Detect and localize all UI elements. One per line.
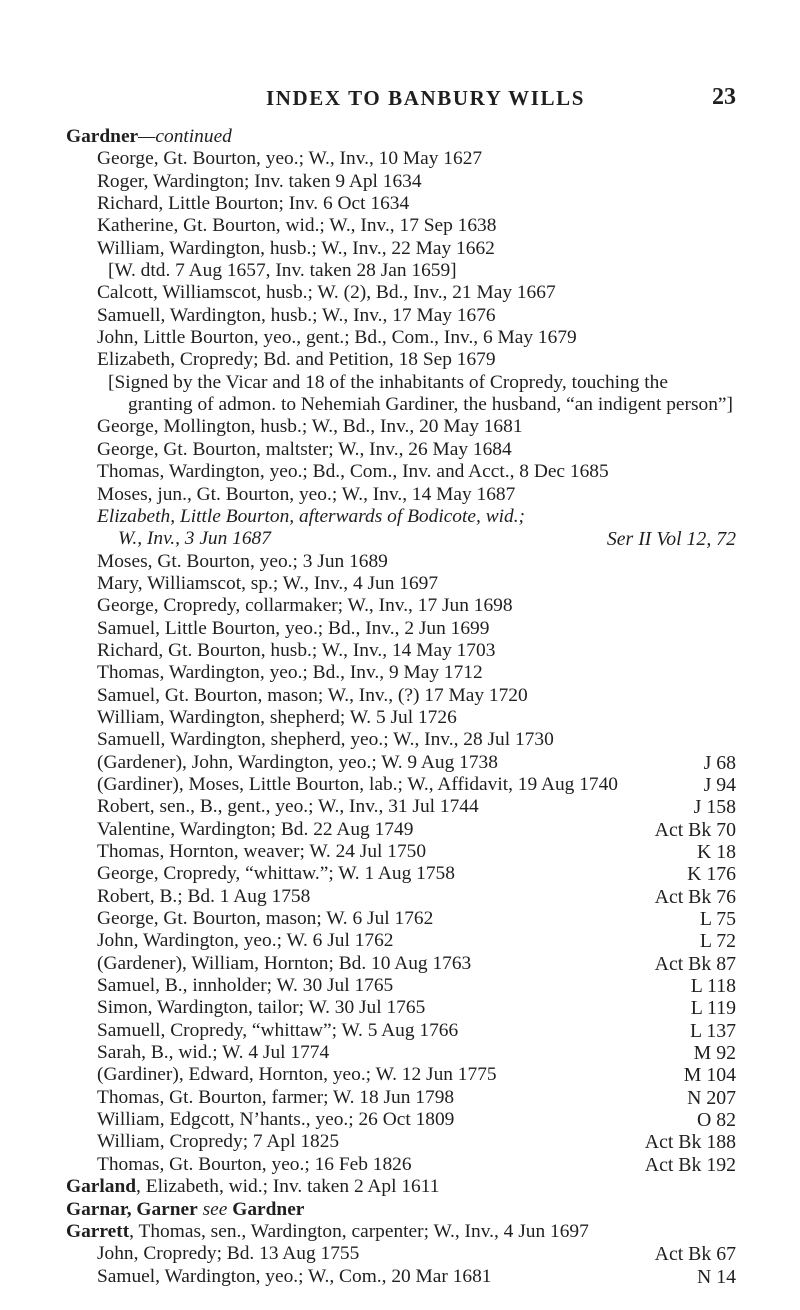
index-entry [0, 752, 800, 774]
entry-reference: Act Bk 87 [654, 952, 736, 975]
entry-text [66, 126, 232, 148]
entry-reference: K 18 [696, 841, 736, 863]
entry-reference: J 94 [703, 773, 736, 796]
index-entry [0, 148, 800, 170]
entry-text: Samuel, B., innholder; W. 30 Jul 1765 [97, 975, 394, 997]
index-entry [0, 819, 800, 841]
entry-text: George, Mollington, husb.; W., Bd., Inv., 20 May 1681 [97, 416, 523, 438]
index-entry [0, 461, 800, 483]
index-entry [0, 953, 800, 975]
entry-text: Thomas, Gt. Bourton, farmer; W. 18 Jun 1798 [97, 1086, 455, 1108]
entry-text: William, Wardington, husb.; W., Inv., 22 May 1662 [97, 237, 495, 259]
entry-text: Moses, Gt. Bourton, yeo.; 3 Jun 1689 [97, 550, 388, 572]
surname-heading: Garland [66, 1176, 137, 1198]
entry-text: [W. dtd. 7 Aug 1657, Inv. taken 28 Jan 1659] [108, 260, 457, 282]
entry-text: John, Wardington, yeo.; W. 6 Jul 1762 [97, 930, 394, 952]
index-entry [0, 640, 800, 662]
entry-text: Samuel, Wardington, yeo.; W., Com., 20 Mar 1681 [97, 1265, 492, 1287]
entry-text [66, 1199, 304, 1221]
index-entry [0, 573, 800, 595]
index-entry [0, 618, 800, 640]
entry-text: Samuell, Wardington, husb.; W., Inv., 17 May 1676 [97, 304, 496, 326]
entry-reference: J 158 [693, 796, 736, 819]
entry-text: Richard, Little Bourton; Inv. 6 Oct 1634 [97, 193, 410, 215]
index-entry [0, 1221, 800, 1243]
index-entry [0, 193, 800, 215]
entry-text: Thomas, Wardington, yeo.; Bd., Inv., 9 May 1712 [97, 662, 483, 684]
entry-text: [Signed by the Vicar and 18 of the inhabitants of Cropredy, touching the [108, 371, 668, 393]
entry-reference: Act Bk 76 [654, 885, 736, 908]
entry-text [66, 1176, 439, 1198]
index-entries [0, 126, 800, 1288]
entry-text: Katherine, Gt. Bourton, wid.; W., Inv., 17 Sep 1638 [97, 215, 497, 237]
entry-reference: J 68 [703, 751, 736, 774]
entry-reference: N 14 [696, 1265, 736, 1288]
entry-text: (Gardener), John, Wardington, yeo.; W. 9 Aug 1738 [97, 751, 498, 773]
index-entry [0, 1109, 800, 1131]
index-entry [0, 1087, 800, 1109]
entry-text: Elizabeth, Little Bourton, afterwards of Bodicote, wid.; [97, 505, 526, 527]
index-entry [0, 215, 800, 237]
index-entry [0, 1243, 800, 1265]
entry-text: John, Little Bourton, yeo., gent.; Bd., Com., Inv., 6 May 1679 [97, 327, 577, 349]
surname-heading: Gardner [232, 1198, 305, 1220]
entry-text: Mary, Williamscot, sp.; W., Inv., 4 Jun 1697 [97, 572, 439, 594]
index-entry [0, 997, 800, 1019]
entry-text: Calcott, Williamscot, husb.; W. (2), Bd., Inv., 21 May 1667 [97, 282, 556, 304]
index-entry [0, 796, 800, 818]
entry-text-part: see [197, 1198, 233, 1220]
index-entry [0, 528, 800, 550]
index-entry [0, 349, 800, 371]
entry-text: Samuell, Wardington, shepherd, yeo.; W., Inv., 28 Jul 1730 [97, 729, 554, 751]
entry-text: Simon, Wardington, tailor; W. 30 Jul 1765 [97, 997, 426, 1019]
entry-text: Roger, Wardington; Inv. taken 9 Apl 1634 [97, 170, 422, 192]
entry-reference: K 176 [687, 863, 736, 886]
entry-reference: M 92 [693, 1042, 736, 1065]
entry-reference: N 207 [687, 1086, 736, 1109]
index-entry [0, 1064, 800, 1086]
entry-text: George, Gt. Bourton, maltster; W., Inv., 26 May 1684 [97, 438, 512, 460]
index-entry [0, 908, 800, 930]
entry-reference: Act Bk 192 [644, 1153, 736, 1176]
entry-text: John, Cropredy; Bd. 13 Aug 1755 [97, 1243, 360, 1265]
index-entry [0, 1154, 800, 1176]
index-entry [0, 372, 800, 394]
entry-text: William, Edgcott, N’hants., yeo.; 26 Oct 1809 [97, 1109, 455, 1131]
index-entry [0, 841, 800, 863]
index-entry [0, 305, 800, 327]
entry-reference: L 137 [690, 1019, 736, 1042]
entry-text: Valentine, Wardington; Bd. 22 Aug 1749 [97, 818, 414, 840]
index-entry [0, 282, 800, 304]
index-entry [0, 484, 800, 506]
entry-reference: Act Bk 67 [654, 1243, 736, 1266]
entry-text: Samuel, Gt. Bourton, mason; W., Inv., (?) 17 May 1720 [97, 684, 528, 706]
entry-text: William, Cropredy; 7 Apl 1825 [97, 1131, 340, 1153]
entry-reference: Ser II Vol 12, 72 [606, 528, 736, 551]
entry-text: George, Cropredy, “whittaw.”; W. 1 Aug 1758 [97, 863, 455, 885]
entry-text: (Gardiner), Moses, Little Bourton, lab.; W., Affidavit, 19 Aug 1740 [97, 773, 618, 795]
index-entry [0, 260, 800, 282]
entry-text: Moses, jun., Gt. Bourton, yeo.; W., Inv., 14 May 1687 [97, 483, 516, 505]
index-entry [0, 662, 800, 684]
running-head [0, 86, 800, 116]
index-entry [0, 863, 800, 885]
entry-text: Elizabeth, Cropredy; Bd. and Petition, 18 Sep 1679 [97, 349, 496, 371]
index-entry [0, 886, 800, 908]
index-entry [0, 729, 800, 751]
index-entry [0, 551, 800, 573]
index-entry [0, 1131, 800, 1153]
entry-text: Samuell, Cropredy, “whittaw”; W. 5 Aug 1766 [97, 1019, 459, 1041]
entry-text-part: —continued [138, 126, 232, 147]
entry-text: Samuel, Little Bourton, yeo.; Bd., Inv., 2 Jun 1699 [97, 617, 490, 639]
index-entry [0, 1199, 800, 1221]
index-entry [0, 1020, 800, 1042]
index-entry [0, 506, 800, 528]
entry-text: Thomas, Gt. Bourton, yeo.; 16 Feb 1826 [97, 1153, 412, 1175]
entry-text: Robert, sen., B., gent., yeo.; W., Inv., 31 Jul 1744 [97, 796, 479, 818]
entry-text: Thomas, Hornton, weaver; W. 24 Jul 1750 [97, 841, 427, 862]
index-entry [0, 1266, 800, 1288]
index-entry [0, 975, 800, 997]
running-title: INDEX TO BANBURY WILLS [266, 86, 586, 110]
entry-text: George, Cropredy, collarmaker; W., Inv., 17 Jun 1698 [97, 595, 513, 617]
entry-text: William, Wardington, shepherd; W. 5 Jul 1726 [97, 706, 457, 728]
entry-reference: L 119 [690, 997, 736, 1020]
index-entry [0, 238, 800, 260]
entry-reference: M 104 [683, 1064, 736, 1087]
surname-heading: Gardner [66, 126, 139, 147]
page-number: 23 [712, 84, 736, 110]
entry-text: George, Gt. Bourton, yeo.; W., Inv., 10 May 1627 [97, 148, 483, 170]
index-entry [0, 595, 800, 617]
index-entry [0, 416, 800, 438]
surname-heading: Garrett [66, 1220, 130, 1242]
index-entry [0, 1042, 800, 1064]
entry-reference: L 118 [690, 975, 736, 998]
entry-text: Robert, B.; Bd. 1 Aug 1758 [97, 885, 311, 907]
index-entry [0, 774, 800, 796]
entry-text: W., Inv., 3 Jun 1687 [118, 528, 271, 550]
index-entry [0, 439, 800, 461]
index-entry [0, 685, 800, 707]
entry-text [66, 1221, 589, 1243]
entry-text-part: , Thomas, sen., Wardington, carpenter; W., Inv., 4 Jun 1697 [129, 1220, 589, 1242]
entry-text: Richard, Gt. Bourton, husb.; W., Inv., 14 May 1703 [97, 639, 496, 661]
entry-text: George, Gt. Bourton, mason; W. 6 Jul 1762 [97, 908, 434, 930]
entry-text: (Gardiner), Edward, Hornton, yeo.; W. 12 Jun 1775 [97, 1064, 497, 1086]
entry-text-part: , Elizabeth, wid.; Inv. taken 2 Apl 1611 [136, 1176, 440, 1198]
index-entry [0, 930, 800, 952]
index-entry [0, 394, 800, 416]
entry-reference: O 82 [696, 1109, 736, 1132]
entry-reference: Act Bk 70 [654, 818, 736, 841]
entry-reference: Act Bk 188 [644, 1131, 736, 1154]
entry-reference: L 72 [699, 930, 736, 953]
entry-text: granting of admon. to Nehemiah Gardiner, the husband, “an indigent person”] [128, 394, 734, 416]
index-entry [0, 126, 800, 148]
entry-text: (Gardener), William, Hornton; Bd. 10 Aug 1763 [97, 952, 472, 974]
index-entry [0, 1176, 800, 1198]
entry-text: Thomas, Wardington, yeo.; Bd., Com., Inv. and Acct., 8 Dec 1685 [97, 461, 609, 483]
index-entry [0, 707, 800, 729]
index-entry [0, 171, 800, 193]
surname-heading: Garnar, Garner [66, 1198, 198, 1220]
entry-reference: L 75 [699, 908, 736, 931]
entry-text: Sarah, B., wid.; W. 4 Jul 1774 [97, 1042, 330, 1064]
index-entry [0, 327, 800, 349]
